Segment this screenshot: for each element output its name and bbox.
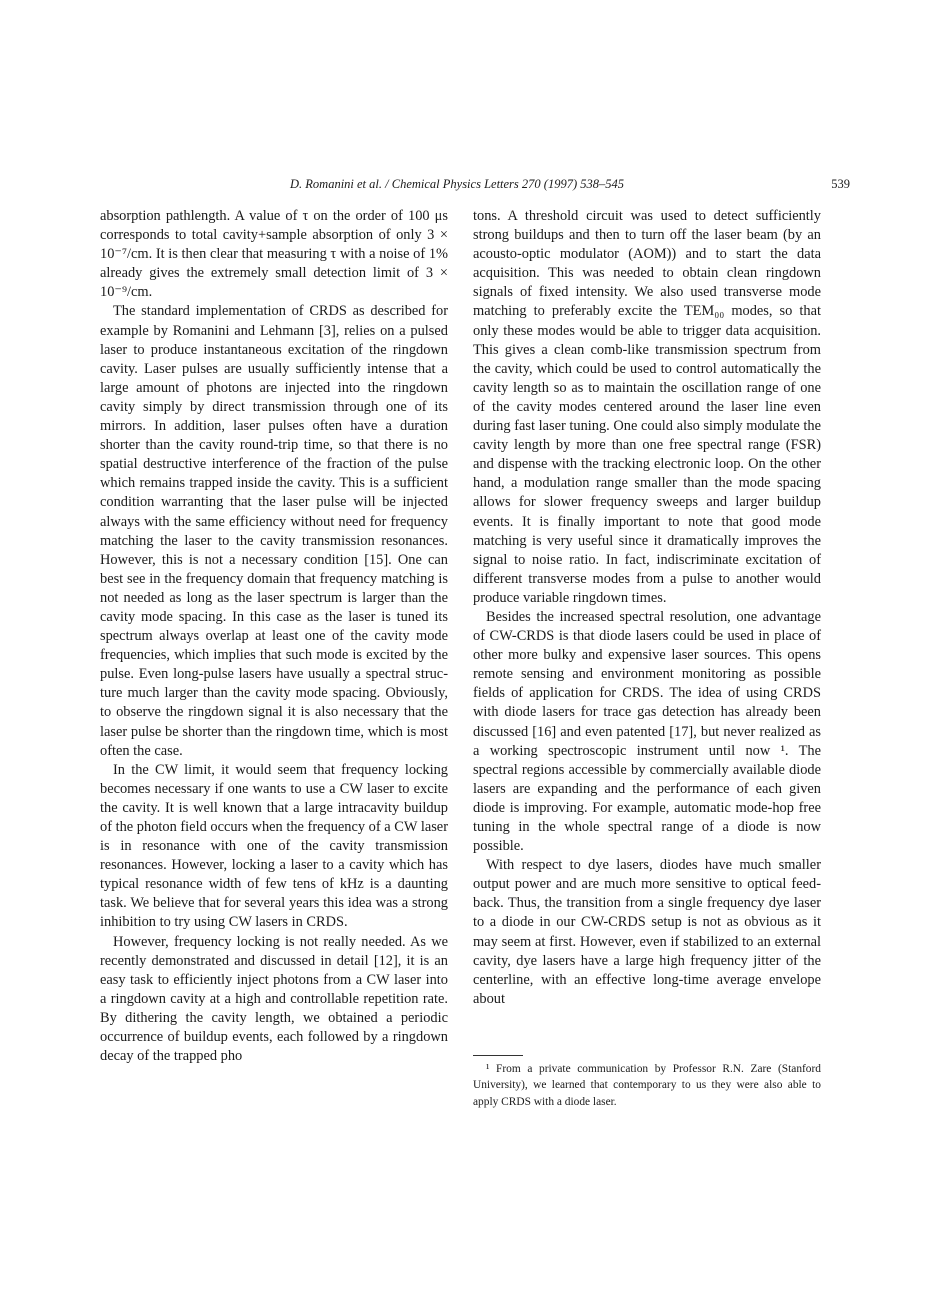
right-column (473, 207, 821, 1009)
left-column (100, 207, 448, 1066)
running-header (100, 177, 850, 197)
paragraph: tons. A threshold circuit was used to detect sufficiently strong buildups and then to turn off the laser beam (by an acousto-optic modulator (AOM)) and to start the data acquisition. This was needed to obtain clean ringdown signals of fixed intensity. We also used transverse mode matching to preferably excite the TEM₀₀ modes, so that only these modes would be able to trigger data acquisition. This gives a clean comb-like transmission spectrum from the cavity, which could be used to control automatically the cavity length so as to maintain the oscillation range of one of the cavity modes centered around the laser line even during fast laser tuning. One could also simply modulate the cavity length by more than one free spectral range (FSR) and dispense with the tracking electronic loop. On the other hand, a modulation range smaller than the mode spacing allows for slower frequency sweeps and larger buildup events. It is finally important to note that good mode matching is very useful since it dramatically improves the signal to noise ratio. In fact, indiscriminate excitation of different transverse modes from a pulse to another would produce variable ringdown times. (473, 208, 821, 606)
footnote: ¹ From a private communication by Professor R.N. Zare (Stanford University), we learned that contemporary to us they were also able to apply CRDS with a diode laser. (473, 1063, 821, 1108)
journal-citation: D. Romanini et al. / Chemical Physics Letters 270 (1997) 538–545 (290, 177, 624, 191)
paragraph: Besides the increased spectral resolution, one advantage of CW-CRDS is that diode lasers could be used in place of other more bulky and expensive laser sources. This opens remote sensing and environment monitoring as possible fields of application for CRDS. The idea of using CRDS with diode lasers for trace gas detection has already been discussed [16] and even patented [17], but never realized as a working spectroscopic instrument until now ¹. The spectral regions accessible by commercially available diode lasers are expanding and the performance of each given diode is improving. For example, automatic mode-hop free tuning in the whole spectral range of a diode is now possible. (473, 608, 821, 855)
paragraph: absorption pathlength. A value of τ on the order of 100 μs corresponds to total cavity+sample absorption of only 3 × 10⁻⁷/cm. It is then clear that measuring τ with a noise of 1% already gives the extremely small detection limit of 3 × 10⁻⁹/cm. (100, 208, 448, 301)
page-number: 539 (831, 177, 850, 191)
paragraph: The standard implementation of CRDS as described for example by Romanini and Lehmann [3], relies on a pulsed laser to produce instantaneous excitation of the ringdown cavity. Laser pulses are usually sufficiently intense that a large amount of photons are injected into the ringdown cavity simply by direct transmission through one of its mirrors. In addition, laser pulses often have a duration shorter than the cavity round-trip time, so that there is no spatial destructive interference of the fraction of the pulse which remains trapped inside the cavity. This is a sufficient condition warranting that the laser pulse will be injected always with the same efficiency without need for frequency matching the laser to the cavity transmission resonances. However, this is not a necessary condition [15]. One can best see in the frequency domain that frequency matching is not needed as long as the laser spectrum is larger than the cavity mode spacing. In this case as the laser is tuned its spectrum always overlap at least one of the cavity mode frequencies, which implies that such mode is excited by the pulse. Even long-pulse lasers have usually a spectral structure much larger than the cavity mode spacing. Obviously, to observe the ringdown signal it is also necessary that the laser pulse be shorter than the ringdown time, which is most often the case. (100, 303, 448, 759)
footnote-divider (473, 1055, 523, 1056)
paragraph: However, frequency locking is not really needed. As we recently demonstrated and discussed in detail [12], it is an easy task to efficiently inject photons from a CW laser into a ringdown cavity at a high and controllable repetition rate. By dithering the cavity length, we obtained a periodic occurrence of buildup events, each followed by a ringdown decay of the trapped pho (100, 933, 448, 1065)
paragraph: With respect to dye lasers, diodes have much smaller output power and are much more sensitive to optical feed-back. Thus, the transition from a single frequency dye laser to a diode in our CW-CRDS setup is not as obvious as it may seem at first. However, even if stabilized to an external cavity, dye lasers have a large high frequency jitter of the centerline, with an effective long-time average envelope about (473, 857, 821, 1007)
paragraph: In the CW limit, it would seem that frequency locking becomes necessary if one wants to use a CW laser to excite the cavity. It is well known that a large intracavity buildup of the photon field occurs when the frequency of a CW laser is in resonance with one of the cavity transmission resonances. However, locking a laser to a cavity which has typical resonance width of few tens of kHz is a daunting task. We believe that for several years this idea was a strong inhibition to try using CW lasers in CRDS. (100, 761, 448, 931)
